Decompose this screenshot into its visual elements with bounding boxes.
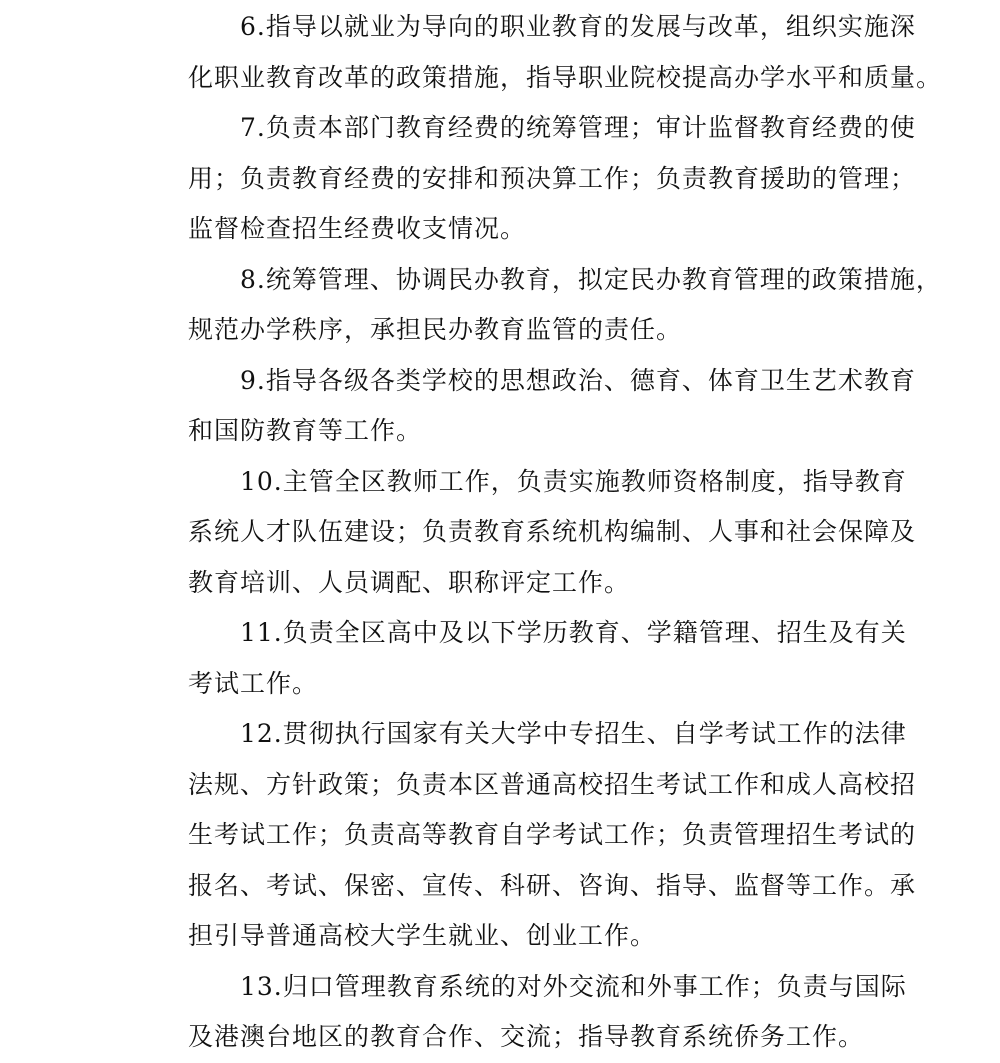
text-line: 法规、方针政策；负责本区普通高校招生考试工作和成人高校招: [188, 769, 917, 799]
text-line: 生考试工作；负责高等教育自学考试工作；负责管理招生考试的: [188, 820, 917, 849]
text-line: 化职业教育改革的政策措施，指导职业院校提高办学水平和质量。: [188, 62, 943, 92]
paragraph-9: [136, 356, 916, 457]
text-line: 7.负责本部门教育经费的统筹管理；审计监督教育经费的使: [240, 113, 916, 142]
text-line: 13.归口管理教育系统的对外交流和外事工作；负责与国际: [240, 971, 907, 1001]
paragraph-10: [136, 457, 917, 609]
text-line: 8.统筹管理、协调民办教育，拟定民办教育管理的政策措施，: [240, 264, 942, 294]
paragraph-11: [136, 608, 907, 709]
text-line: 用；负责教育经费的安排和预决算工作；负责教育援助的管理；: [188, 163, 917, 193]
text-line: 报名、考试、保密、宣传、科研、咨询、指导、监督等工作。承: [188, 870, 917, 900]
text-line: 监督检查招生经费收支情况。: [188, 214, 527, 243]
paragraph-8: [136, 255, 942, 356]
text-line: 6.指导以就业为导向的职业教育的发展与改革，组织实施深: [240, 12, 916, 41]
text-line: 规范办学秩序，承担民办教育监管的责任。: [188, 315, 683, 344]
text-line: 9.指导各级各类学校的思想政治、德育、体育卫生艺术教育: [240, 365, 916, 395]
text-line: 12.贯彻执行国家有关大学中专招生、自学考试工作的法律: [240, 719, 907, 748]
text-line: 教育培训、人员调配、职称评定工作。: [188, 567, 631, 597]
text-line: 10.主管全区教师工作，负责实施教师资格制度，指导教育: [240, 466, 907, 496]
text-line: 系统人才队伍建设；负责教育系统机构编制、人事和社会保障及: [188, 517, 917, 546]
text-line: 及港澳台地区的教育合作、交流；指导教育系统侨务工作。: [188, 1022, 865, 1051]
paragraph-13: [136, 962, 907, 1063]
text-line: 11.负责全区高中及以下学历教育、学籍管理、招生及有关: [240, 618, 907, 647]
text-line: 担引导普通高校大学生就业、创业工作。: [188, 921, 657, 950]
text-line: 和国防教育等工作。: [188, 416, 423, 445]
paragraph-12: [136, 709, 917, 962]
paragraph-6: [136, 2, 943, 103]
paragraph-7: [136, 103, 917, 255]
text-line: 考试工作。: [188, 668, 319, 698]
